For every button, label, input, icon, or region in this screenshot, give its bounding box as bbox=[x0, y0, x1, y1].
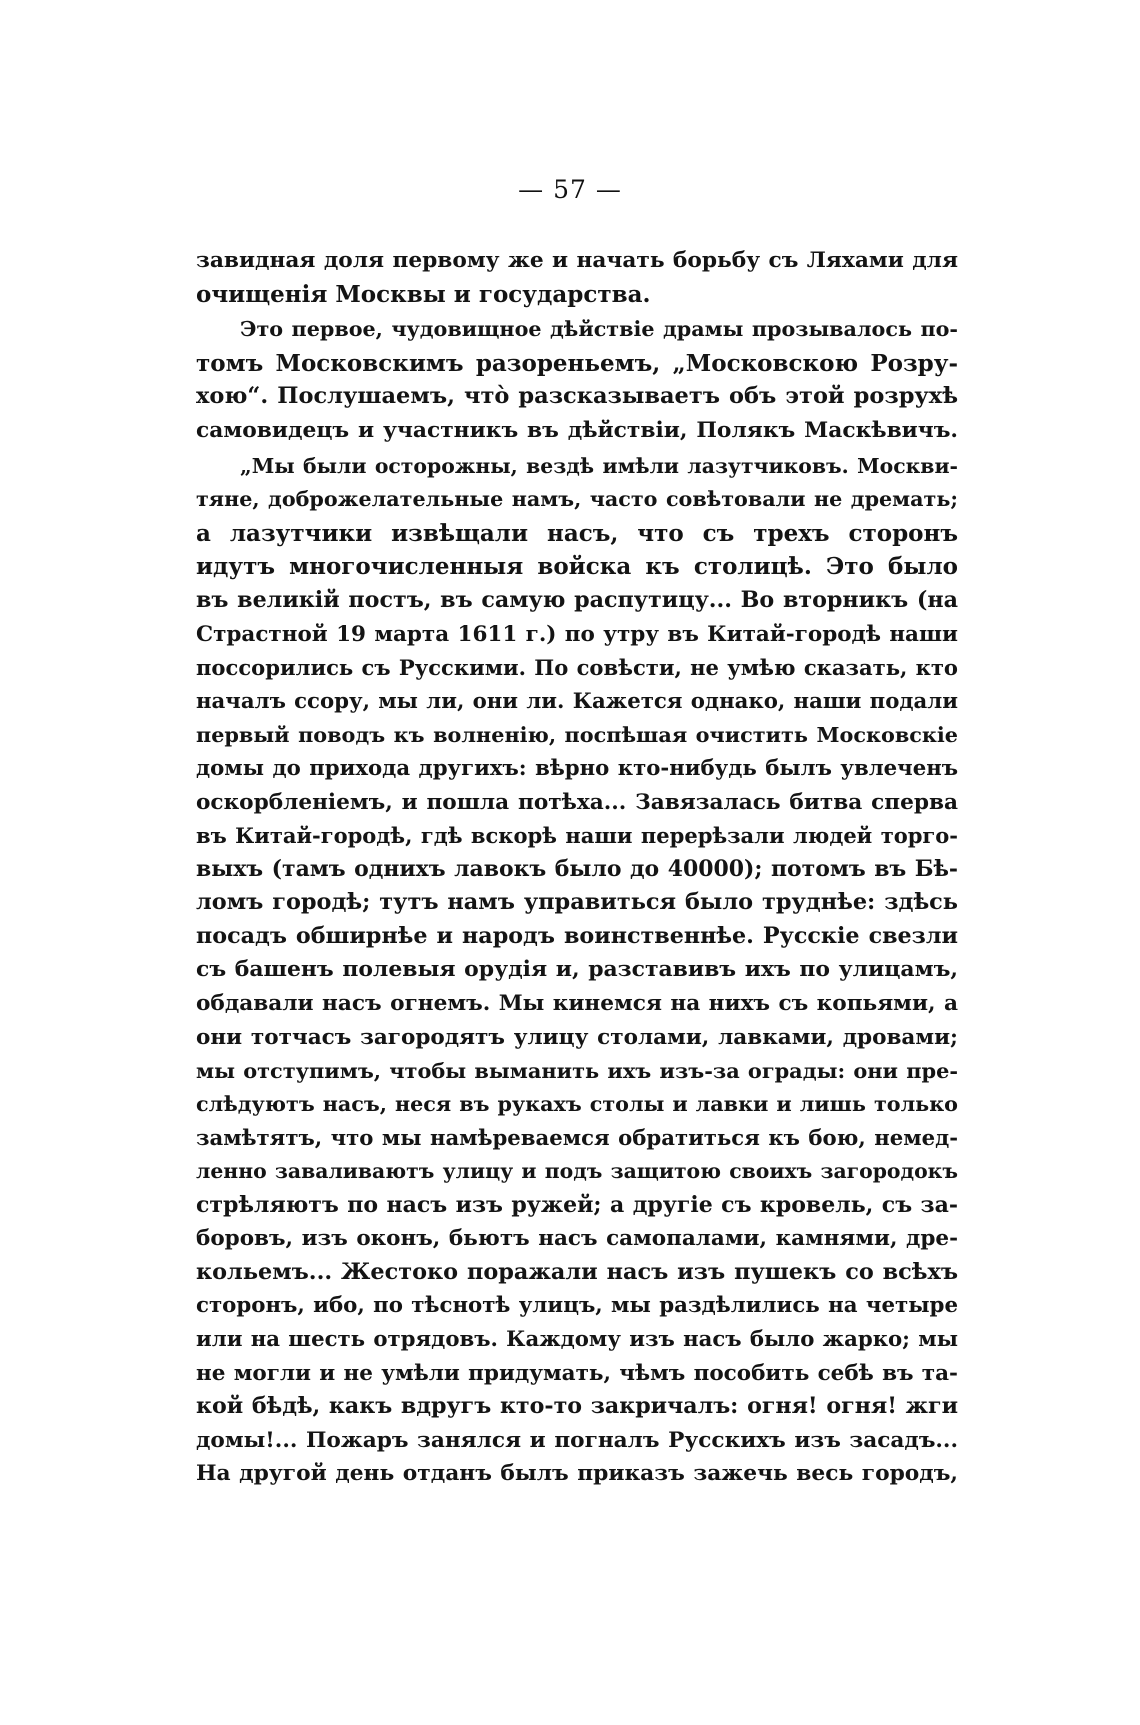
text-line: кой бѣдѣ, какъ вдругъ кто-то закричалъ: огня! огня! жги bbox=[196, 1393, 958, 1420]
text-line: не могли и не умѣли придумать, чѣмъ пособить себѣ въ та- bbox=[196, 1360, 958, 1386]
text-line: въ великій постъ, въ самую распутицу... Во вторникъ (на bbox=[196, 586, 958, 613]
text-line: идутъ многочисленныя войска къ столицѣ. Это было bbox=[196, 553, 958, 581]
text-line: мы отступимъ, чтобы выманить ихъ изъ-за ограды: они пре- bbox=[196, 1058, 958, 1084]
text-line: въ Китай-городѣ, гдѣ вскорѣ наши перерѣзали людей торго- bbox=[196, 823, 958, 849]
text-line: Это первое, чудовищное дѣйствіе драмы прозывалось по- bbox=[240, 317, 958, 342]
text-line: стрѣляютъ по насъ изъ ружей; а другіе съ кровель, съ за- bbox=[196, 1191, 958, 1218]
text-line: а лазутчики извѣщали насъ, что съ трехъ сторонъ bbox=[196, 519, 958, 547]
text-line: сторонъ, ибо, по тѣснотѣ улицъ, мы раздѣлились на четыре bbox=[196, 1293, 958, 1319]
text-line: домы!... Пожаръ занялся и погналъ Русскихъ изъ засадъ... bbox=[196, 1427, 958, 1453]
text-line: хою“. Послушаемъ, что̀ разсказываетъ объ этой розрухѣ bbox=[196, 383, 958, 410]
text-line: замѣтятъ, что мы намѣреваемся обратиться къ бою, немед- bbox=[196, 1125, 958, 1151]
text-line: оскорбленіемъ, и пошла потѣха... Завязалась битва сперва bbox=[196, 789, 958, 815]
text-line: или на шесть отрядовъ. Каждому изъ насъ было жарко; мы bbox=[196, 1327, 958, 1352]
text-line: тяне, доброжелательные намъ, часто совѣтовали не дремать; bbox=[196, 487, 958, 512]
body-text bbox=[196, 244, 958, 1491]
text-line: выхъ (тамъ однихъ лавокъ было до 40000); потомъ въ Бѣ- bbox=[196, 855, 958, 882]
text-line: кольемъ... Жестоко поражали насъ изъ пушекъ со всѣхъ bbox=[196, 1258, 958, 1285]
text-line: посадъ обширнѣе и народъ воинственнѣе. Русскіе свезли bbox=[196, 922, 958, 949]
text-line: домы до прихода другихъ: вѣрно кто-нибудь былъ увлеченъ bbox=[196, 755, 958, 781]
text-line: ленно заваливаютъ улицу и подъ защитою своихъ загородокъ bbox=[196, 1159, 958, 1184]
text-line: ломъ городѣ; тутъ намъ управиться было труднѣе: здѣсь bbox=[196, 889, 958, 916]
text-line: завидная доля первому же и начать борьбу съ Ляхами для bbox=[196, 248, 958, 273]
text-line: томъ Московскимъ разореньемъ, „Московскою Розру- bbox=[196, 349, 958, 377]
page-number: — 57 — bbox=[518, 175, 622, 204]
text-line: первый поводъ къ волненію, поспѣшая очистить Московскіе bbox=[196, 722, 958, 748]
text-line: боровъ, изъ оконъ, бьютъ насъ самопалами, камнями, дре- bbox=[196, 1226, 958, 1252]
text-line: слѣдуютъ насъ, неся въ рукахъ столы и лавки и лишь только bbox=[196, 1091, 958, 1116]
text-line: обдавали насъ огнемъ. Мы кинемся на нихъ съ копьями, а bbox=[196, 991, 958, 1017]
text-line: они тотчасъ загородятъ улицу столами, лавками, дровами; bbox=[196, 1024, 958, 1050]
text-line: очищенія Москвы и государства. bbox=[196, 280, 651, 308]
text-line: На другой день отданъ былъ приказъ зажечь весь городъ, bbox=[196, 1461, 958, 1487]
text-line: поссорились съ Русскими. По совѣсти, не умѣю сказать, кто bbox=[196, 655, 958, 681]
text-line: „Мы были осторожны, вездѣ имѣли лазутчиковъ. Москви- bbox=[240, 453, 958, 478]
text-line: началъ ссору, мы ли, они ли. Кажется однако, наши подали bbox=[196, 688, 958, 714]
text-line: съ башенъ полевыя орудія и, разставивъ ихъ по улицамъ, bbox=[196, 956, 958, 983]
text-line: самовидецъ и участникъ въ дѣйствіи, Полякъ Маскѣвичъ. bbox=[196, 417, 958, 443]
text-line: Страстной 19 марта 1611 г.) по утру въ Китай-городѣ наши bbox=[196, 621, 958, 647]
